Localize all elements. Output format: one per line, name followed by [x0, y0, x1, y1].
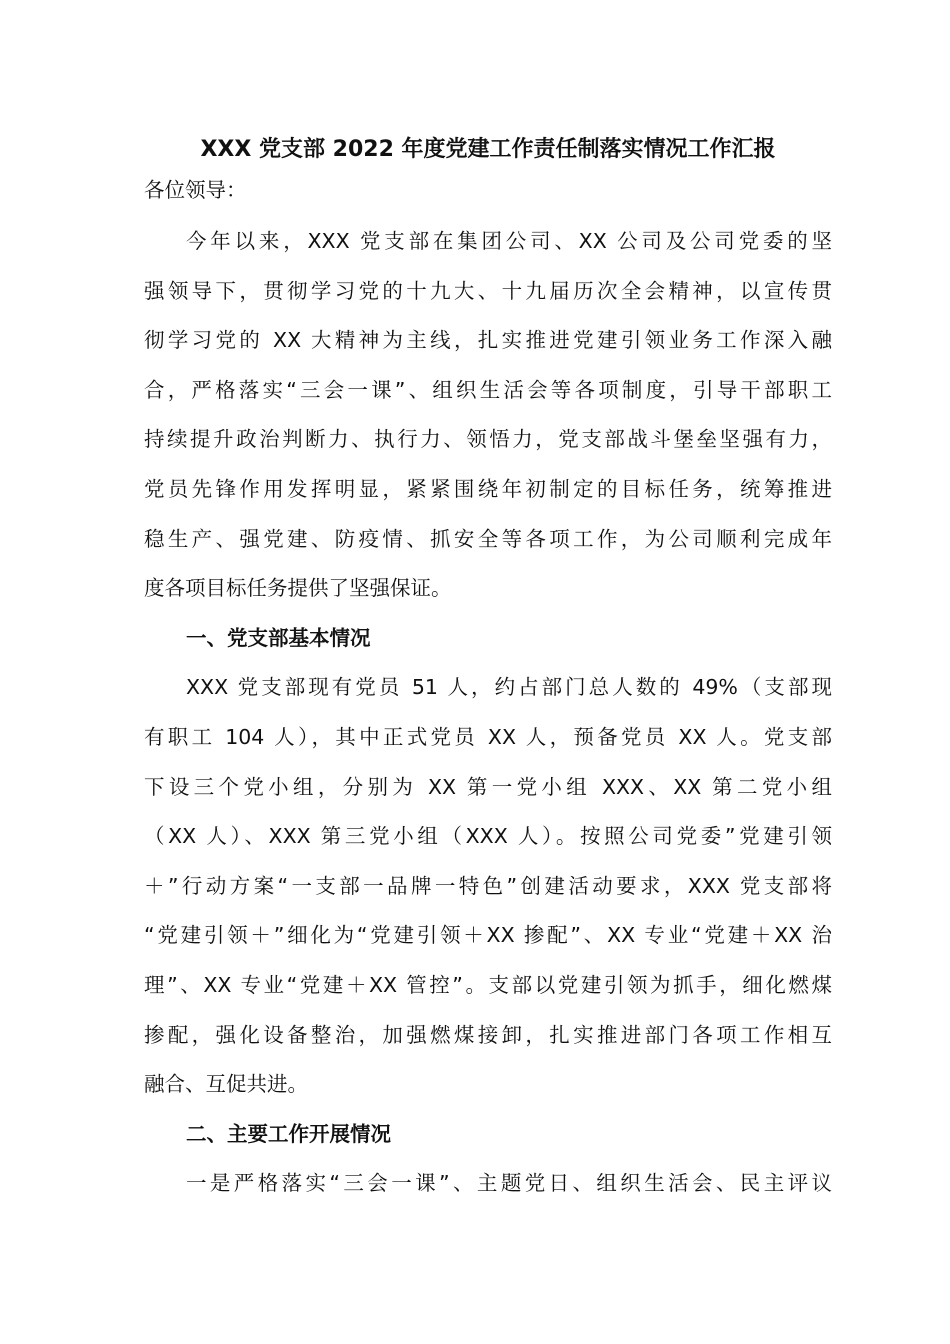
paragraph-line: ＋”行动方案“一支部一品牌一特色”创建活动要求，XXX 党支部将	[144, 873, 832, 898]
document-title: XXX 党支部 2022 年度党建工作责任制落实情况工作汇报	[200, 137, 776, 162]
document-page	[144, 130, 832, 1209]
salutation: 各位领导：	[144, 178, 247, 202]
paragraph-line: XXX 党支部现有党员 51 人，约占部门总人数的 49%（支部现	[186, 675, 832, 700]
paragraph-line: 持续提升政治判断力、执行力、领悟力，党支部战斗堡垒坚强有力，	[144, 427, 832, 452]
intro-paragraph	[144, 217, 832, 614]
paragraph-line: 下设三个党小组，分别为 XX 第一党小组 XXX、XX 第二党小组	[144, 774, 832, 799]
paragraph-line: 掺配，强化设备整治，加强燃煤接卸，扎实推进部门各项工作相互	[144, 1022, 832, 1047]
paragraph-line: 融合、互促共进。	[144, 1072, 308, 1097]
paragraph-line: 理”、XX 专业“党建＋XX 管控”。支部以党建引领为抓手，细化燃煤	[144, 972, 832, 997]
paragraph-line: “党建引领＋”细化为“党建引领＋XX 掺配”、XX 专业“党建＋XX 治	[144, 923, 832, 948]
section-heading: 二、主要工作开展情况	[186, 1121, 391, 1146]
paragraph-line: 彻学习党的 XX 大精神为主线，扎实推进党建引领业务工作深入融	[144, 328, 832, 353]
paragraph-line: 度各项目标任务提供了坚强保证。	[144, 576, 452, 601]
paragraph-line: 强领导下，贯彻学习党的十九大、十九届历次全会精神，以宣传贯	[144, 278, 832, 303]
paragraph-line: 有职工 104 人），其中正式党员 XX 人，预备党员 XX 人。党支部	[144, 724, 832, 749]
paragraph-line: 一是严格落实“三会一课”、主题党日、组织生活会、民主评议	[186, 1171, 832, 1196]
paragraph-line: 党员先锋作用发挥明显，紧紧围绕年初制定的目标任务，统筹推进	[144, 476, 832, 501]
paragraph-line: （XX 人）、XXX 第三党小组（XXX 人）。按照公司党委”党建引领	[144, 824, 832, 849]
paragraph-line: 今年以来，XXX 党支部在集团公司、XX 公司及公司党委的坚	[186, 229, 832, 253]
section2-paragraph	[144, 1159, 832, 1209]
section-heading: 一、党支部基本情况	[186, 625, 371, 650]
paragraph-line: 稳生产、强党建、防疫情、抓安全等各项工作，为公司顺利完成年	[144, 526, 832, 551]
paragraph-line: 合，严格落实“三会一课”、组织生活会等各项制度，引导干部职工	[144, 377, 832, 402]
section1-paragraph	[144, 663, 832, 1109]
